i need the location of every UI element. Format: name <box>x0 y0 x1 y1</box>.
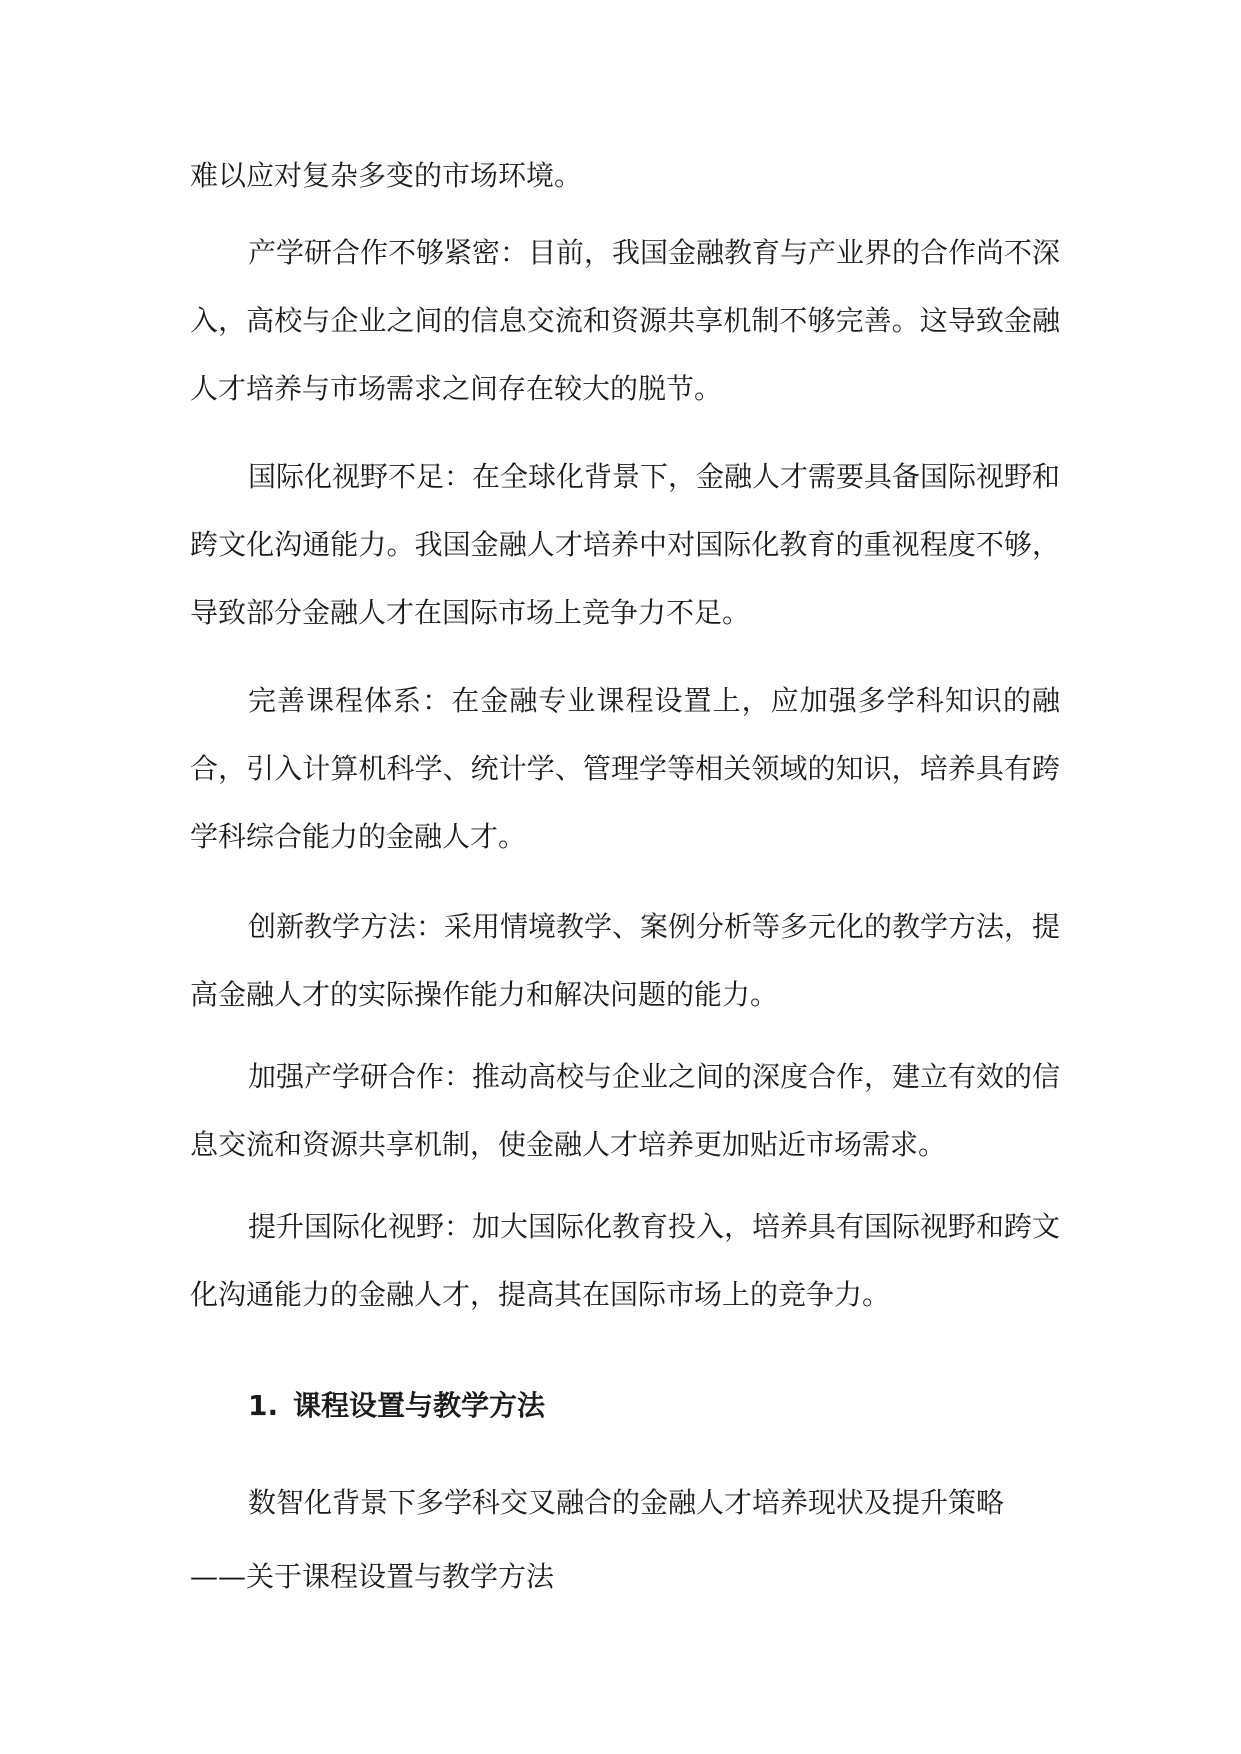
paragraph-improve-vision: 提升国际化视野：加大国际化教育投入，培养具有国际视野和跨文化沟通能力的金融人才，提高其在国际市场上的竞争力。 <box>190 1210 1061 1311</box>
paragraph-curriculum-system: 完善课程体系：在金融专业课程设置上，应加强多学科知识的融合，引入计算机科学、统计学、管理学等相关领域的知识，培养具有跨学科综合能力的金融人才。 <box>190 684 1060 853</box>
subtitle-line-2: ——关于课程设置与教学方法 <box>190 1560 555 1593</box>
paragraph-international-vision: 国际化视野不足：在全球化背景下，金融人才需要具备国际视野和跨文化沟通能力。我国金融人才培养中对国际化教育的重视程度不够，导致部分金融人才在国际市场上竞争力不足。 <box>190 460 1061 629</box>
paragraph-teaching-methods: 创新教学方法：采用情境教学、案例分析等多元化的教学方法，提高金融人才的实际操作能力和解决问题的能力。 <box>190 910 1061 1011</box>
paragraph-industry-cooperation: 产学研合作不够紧密：目前，我国金融教育与产业界的合作尚不深入，高校与企业之间的信息交流和资源共享机制不够完善。这导致金融人才培养与市场需求之间存在较大的脱节。 <box>190 236 1061 405</box>
paragraph-continuation: 难以应对复杂多变的市场环境。 <box>190 159 583 192</box>
subtitle-line-1: 数智化背景下多学科交叉融合的金融人才培养现状及提升策略 <box>248 1486 1005 1519</box>
section-heading <box>248 1386 545 1426</box>
section-title: 课程设置与教学方法 <box>293 1389 546 1422</box>
section-number: 1. <box>248 1389 279 1422</box>
paragraph-strengthen-cooperation: 加强产学研合作：推动高校与企业之间的深度合作，建立有效的信息交流和资源共享机制，使金融人才培养更加贴近市场需求。 <box>190 1060 1061 1161</box>
